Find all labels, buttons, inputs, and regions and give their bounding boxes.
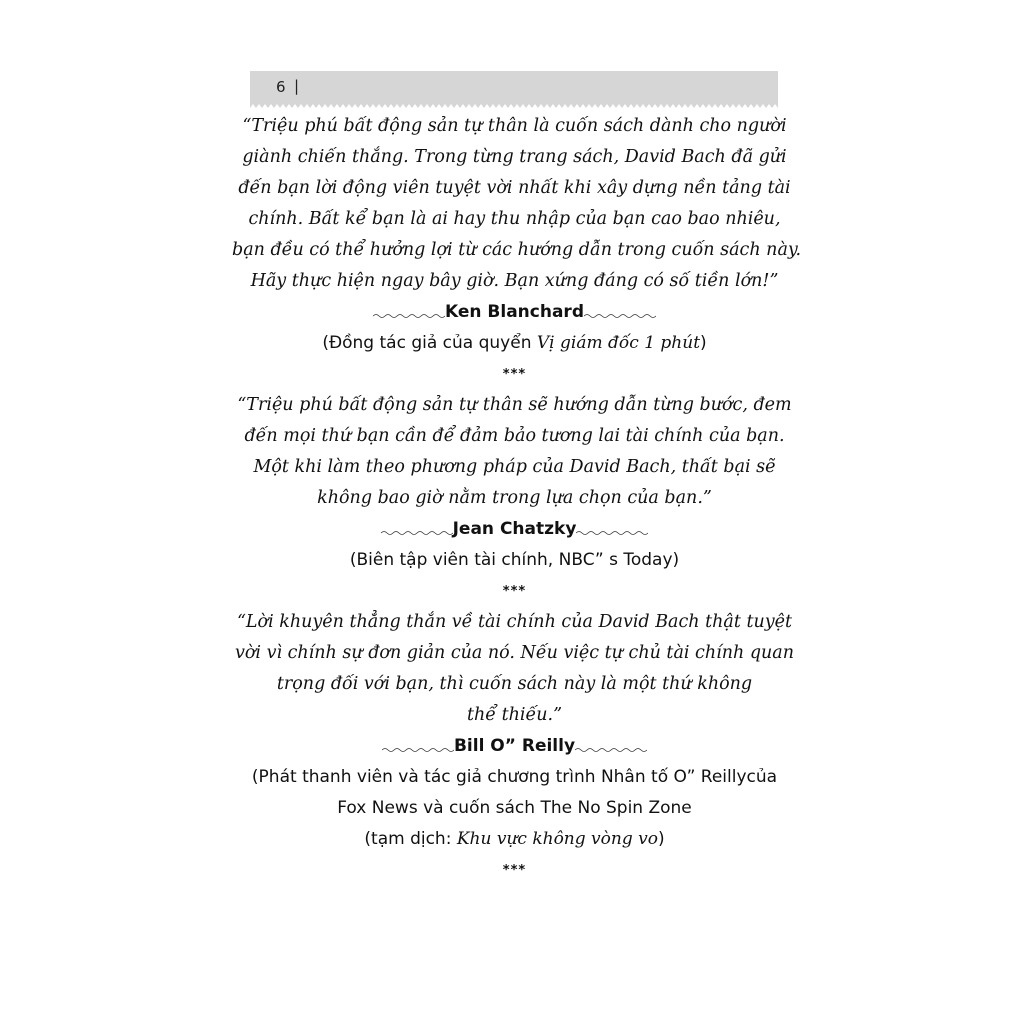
quote-line: “Triệu phú bất động sản tự thân sẽ hướng dẫn từng bước, đem xyxy=(237,395,792,415)
author-line xyxy=(232,731,797,762)
credit-text: (tạm dịch: xyxy=(364,829,457,849)
section-separator: *** xyxy=(502,367,527,382)
quote-line: trọng đối với bạn, thì cuốn sách này là một thứ không xyxy=(276,674,753,694)
wave-ornament xyxy=(584,308,656,318)
quote-line: Một khi làm theo phương pháp của David Bach, thất bại sẽ xyxy=(253,457,776,477)
credit-text: ) xyxy=(657,829,665,849)
author-line xyxy=(232,297,797,328)
wave-ornament xyxy=(381,525,453,535)
quote-line: đến mọi thứ bạn cần để đảm bảo tương lai tài chính của bạn. xyxy=(244,426,785,446)
credit-text: (Biên tập viên tài chính, NBC” s Today) xyxy=(349,550,680,570)
quote-line: chính. Bất kể bạn là ai hay thu nhập của bạn cao bao nhiêu, xyxy=(248,209,781,229)
page-header xyxy=(250,71,778,108)
quote-line: đến bạn lời động viên tuyệt vời nhất khi xây dựng nền tảng tài xyxy=(238,178,791,198)
endorsements xyxy=(232,111,802,886)
section-separator: *** xyxy=(502,863,527,878)
wave-ornament xyxy=(576,525,648,535)
credit-line xyxy=(232,793,797,824)
book-title: Khu vực không vòng vo xyxy=(456,829,658,849)
wave-ornament xyxy=(373,308,445,318)
credit-line xyxy=(232,545,797,576)
wave-ornament xyxy=(575,742,647,752)
author-name: Bill O” Reilly xyxy=(453,736,576,756)
quote-line: “Triệu phú bất động sản tự thân là cuốn sách dành cho người xyxy=(242,116,787,136)
credit-text: ) xyxy=(700,333,707,353)
page-number: 6 xyxy=(276,78,286,96)
credit-line xyxy=(232,824,797,855)
quote-line: bạn đều có thể hưởng lợi từ các hướng dẫn trong cuốn sách này. xyxy=(232,240,802,260)
zigzag-edge xyxy=(250,102,778,108)
quote-line: thể thiếu.” xyxy=(466,705,563,725)
quote-line: vời vì chính sự đơn giản của nó. Nếu việc tự chủ tài chính quan xyxy=(234,643,794,663)
author-line xyxy=(232,514,797,545)
author-name: Jean Chatzky xyxy=(452,519,577,539)
section-separator: *** xyxy=(502,584,527,599)
quote-line: không bao giờ nằm trong lựa chọn của bạn.” xyxy=(317,488,712,508)
author-name: Ken Blanchard xyxy=(445,302,584,322)
credit-line xyxy=(232,328,797,359)
book-title: Vị giám đốc 1 phút xyxy=(536,333,701,353)
quote-line: giành chiến thắng. Trong từng trang sách, David Bach đã gửi xyxy=(242,147,787,167)
credit-line xyxy=(232,762,797,793)
endorsement-block xyxy=(232,607,797,886)
quote-line: Hãy thực hiện ngay bây giờ. Bạn xứng đáng có số tiền lớn!” xyxy=(250,271,779,291)
credit-text: (Đồng tác giả của quyển xyxy=(322,333,537,353)
endorsement-block xyxy=(232,390,797,607)
quote-line: “Lời khuyên thẳng thắn về tài chính của David Bach thật tuyệt xyxy=(236,612,793,632)
credit-text: (Phát thanh viên và tác giả chương trình Nhân tố O” Reillycủa xyxy=(251,767,778,787)
credit-text: Fox News và cuốn sách The No Spin Zone xyxy=(337,798,692,818)
wave-ornament xyxy=(382,742,454,752)
header-separator: | xyxy=(294,77,300,95)
endorsement-block xyxy=(232,111,802,390)
